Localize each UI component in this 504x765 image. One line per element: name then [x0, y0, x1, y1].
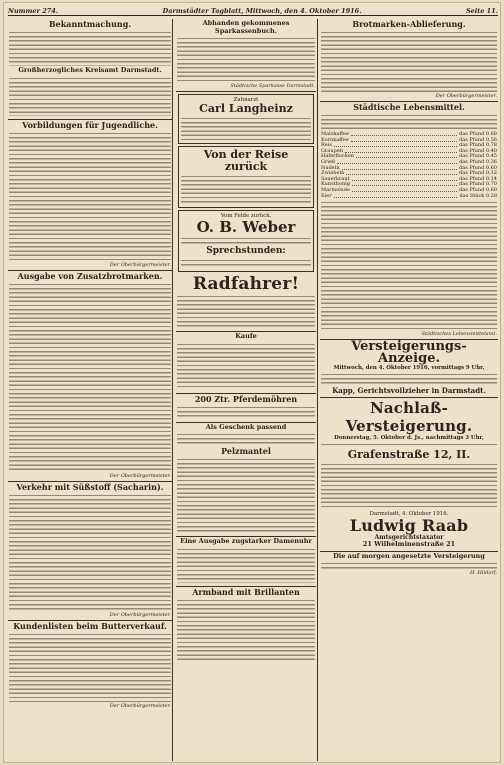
- notice-lebensmittel: [320, 102, 498, 340]
- body-text: [177, 342, 315, 390]
- notice-title: Brotmarken-Ablieferung.: [352, 19, 466, 29]
- ad-von-der-reise: [178, 146, 314, 208]
- body-text: [321, 200, 497, 330]
- notice-kundenlisten: [8, 621, 172, 711]
- page-header: [8, 6, 498, 16]
- price-item-label: Nudeln: [321, 164, 340, 171]
- body-text: [181, 116, 311, 140]
- leader-dots: [356, 154, 457, 158]
- body-text: [321, 372, 497, 386]
- ad-date: Darmstadt, 4. Oktober 1916.: [369, 511, 449, 518]
- ad-kicker: Vom Felde zurück.: [220, 213, 272, 219]
- signature: Der Oberbürgermeister.: [109, 611, 171, 618]
- notice-title: Kundenlisten beim Butterverkauf.: [13, 620, 167, 631]
- leader-dots: [337, 160, 457, 164]
- price-item-label: Reis: [321, 142, 332, 149]
- notice-title: Städtische Lebensmittel.: [353, 102, 465, 112]
- body-text: [321, 462, 497, 510]
- ad-title: Kaufe: [235, 332, 257, 340]
- signature: Städtische Sparkasse Darmstadt.: [230, 83, 315, 89]
- issue-number: Nummer 274.: [8, 6, 59, 15]
- ad-geschenk: [176, 423, 316, 538]
- column-middle: [176, 19, 316, 761]
- authority-heading: Großherzogliches Kreisamt Darmstadt.: [18, 66, 162, 74]
- ad-title: Eine Ausgabe zugstarker Damenuhr: [180, 537, 312, 545]
- price-item-value: das Pfund 0.60: [459, 164, 497, 171]
- body-text: [177, 457, 315, 533]
- price-item-value: das Pfund 0.40: [459, 147, 497, 154]
- ad-kaufe: [176, 332, 316, 394]
- price-item-value: das Pfund 0.36: [459, 158, 497, 165]
- price-list-row: [321, 194, 497, 200]
- body-text: [9, 282, 171, 472]
- ad-weber: [178, 210, 314, 272]
- leader-dots: [334, 194, 458, 198]
- price-item-label: Zwiebeln: [321, 170, 345, 177]
- price-item-label: Graupen: [321, 147, 343, 154]
- body-text: [177, 405, 315, 419]
- ad-title: Nachlaß-Versteigerung.: [345, 399, 473, 436]
- auction-date: Donnerstag, 5. Oktober d. Js., nachmittags 3 Uhr,: [334, 435, 484, 442]
- column-left: [8, 19, 172, 761]
- ad-name: Carl Langheinz: [199, 102, 293, 115]
- notice-title: Bekanntmachung.: [48, 19, 132, 29]
- ad-title: Die auf morgen angesetzte Versteigerung: [333, 551, 485, 560]
- ad-name: Pelzmantel: [221, 446, 271, 456]
- body-text: [177, 598, 315, 660]
- ad-kicker: Zahnarzt: [233, 97, 259, 103]
- auctioneer-street: 21 Wilhelminenstraße 21: [362, 540, 456, 549]
- body-text: [177, 36, 315, 82]
- body-text: [321, 30, 497, 92]
- price-item-value: das Stück 0.28: [459, 192, 497, 199]
- body-text: [181, 236, 311, 244]
- signature: Der Oberbürgermeister.: [109, 472, 171, 479]
- price-item-value: das Pfund 0.70: [459, 181, 497, 188]
- price-item-value: das Pfund 0.45: [459, 153, 497, 160]
- price-item-label: Marmelade: [321, 186, 350, 193]
- ad-title: 200 Ztr. Pferdemöhren: [194, 393, 298, 404]
- auction-date: Mittwoch, den 4. Oktober 1916, vormittags 9 Uhr,: [333, 365, 485, 372]
- signature: H. Hildorf.: [470, 570, 497, 577]
- price-item-label: Sauerkraut: [321, 175, 350, 182]
- masthead-line: Darmstädter Tagblatt, Mittwoch, den 4. Oktober 1916.: [162, 6, 362, 15]
- price-item-value: das Pfund 0.14: [459, 175, 497, 182]
- price-item-value: das Pfund 0.12: [459, 170, 497, 177]
- price-item-label: Kunsthonig: [321, 181, 350, 188]
- leader-dots: [351, 132, 457, 136]
- ad-title: Von der Reise zurück: [203, 148, 289, 173]
- price-item-value: das Pfund 0.60: [459, 186, 497, 193]
- leader-dots: [351, 138, 457, 142]
- price-item-label: Kornkaffee: [321, 136, 349, 143]
- notice-bekanntmachung: [8, 19, 172, 120]
- ad-name: O. B. Weber: [196, 218, 296, 236]
- bailiff-name: Kapp, Gerichtsvollzieher in Darmstadt.: [332, 386, 486, 396]
- ad-title: Radfahrer!: [192, 274, 300, 294]
- signature: Der Oberbürgermeister.: [109, 702, 171, 709]
- leader-dots: [334, 143, 457, 147]
- body-text: [9, 30, 171, 66]
- ad-versteigerung: [320, 340, 498, 398]
- body-text: [9, 131, 171, 261]
- ad-abgesagt: [320, 552, 498, 579]
- ad-title: Als Geschenk passend: [205, 422, 287, 431]
- leader-dots: [352, 188, 457, 192]
- leader-dots: [352, 177, 457, 181]
- newspaper-page: [3, 2, 501, 763]
- price-item-value: das Pfund 0.68: [459, 131, 497, 137]
- price-list: [321, 132, 497, 199]
- ad-armband: [176, 587, 316, 663]
- notice-brotmarken: [320, 19, 498, 102]
- body-text: [9, 76, 171, 116]
- body-text: [321, 113, 497, 131]
- price-item-label: Grieß: [321, 158, 336, 165]
- body-text: [9, 632, 171, 702]
- ad-pferdemoehren: [176, 394, 316, 423]
- ad-title: Armband mit Brillanten: [192, 586, 300, 597]
- auctioneer-role: Amtsgerichtstaxator: [374, 534, 444, 542]
- auctioneer-name: Ludwig Raab: [349, 516, 469, 536]
- ad-sparkassenbuch: [176, 19, 316, 92]
- column-right: [320, 19, 498, 761]
- price-item-label: Haferflocken: [321, 153, 354, 160]
- notice-zusatzbrotmarken: [8, 271, 172, 482]
- page-number: Seite 11.: [465, 6, 498, 15]
- price-item-label: Malzkaffee: [321, 131, 349, 137]
- notice-title: Ausgabe von Zusatzbrotmarken.: [17, 270, 163, 281]
- office-hours-label: Sprechstunden:: [206, 246, 286, 256]
- ad-nachlass: [320, 398, 498, 552]
- signature: Der Oberbürgermeister.: [109, 261, 171, 268]
- notice-title: Verkehr mit Süßstoff (Sacharin).: [16, 481, 164, 492]
- body-text: [177, 547, 315, 583]
- ad-zahnarzt: [178, 94, 314, 144]
- price-item-label: Eier: [321, 192, 332, 199]
- signature: Städtisches Lebensmittelamt.: [421, 331, 497, 338]
- price-item-value: das Pfund 0.78: [459, 142, 497, 149]
- notice-title: Vorbildungen für Jugendliche.: [22, 119, 158, 130]
- leader-dots: [342, 166, 458, 170]
- leader-dots: [345, 149, 457, 153]
- price-item-value: das Pfund 0.56: [459, 136, 497, 143]
- auction-address: Grafenstraße 12, II.: [347, 448, 471, 462]
- body-text: [181, 174, 311, 204]
- notice-vorbildungen: [8, 120, 172, 271]
- ad-damenuhr: [176, 537, 316, 587]
- notice-suessstoff: [8, 482, 172, 621]
- leader-dots: [352, 182, 457, 186]
- ad-title: Versteigerungs-Anzeige.: [351, 340, 467, 367]
- body-text: [321, 561, 497, 569]
- ad-title: Abhanden gekommenes Sparkassenbuch.: [202, 19, 290, 35]
- signature: Der Oberbürgermeister.: [435, 93, 497, 99]
- leader-dots: [346, 171, 457, 175]
- body-text: [9, 493, 171, 611]
- column-rule: [317, 19, 318, 761]
- column-rule: [172, 19, 173, 761]
- ad-radfahrer: [176, 274, 316, 332]
- body-text: [177, 432, 315, 446]
- body-text: [181, 258, 311, 268]
- body-text: [177, 294, 315, 328]
